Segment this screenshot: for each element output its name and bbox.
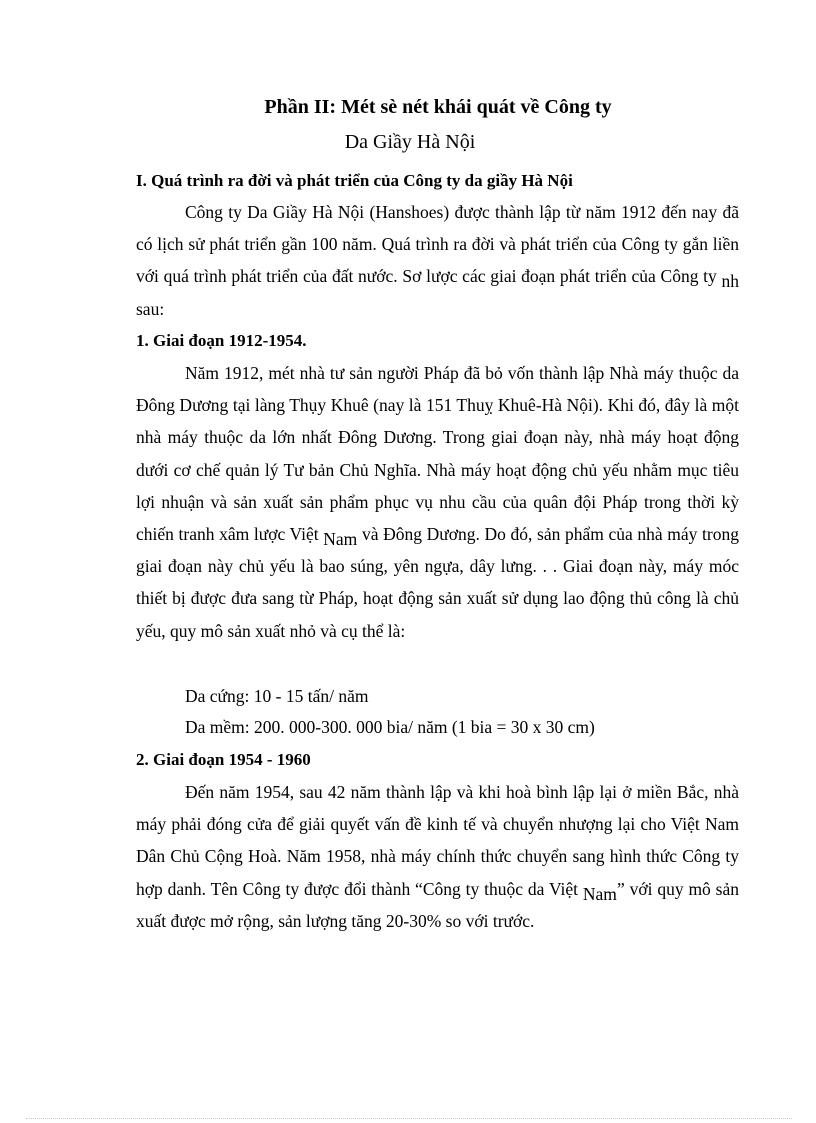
output-line: Da cứng: 10 - 15 tấn/ năm — [185, 686, 369, 706]
paragraph-text: Đến năm 1954, sau 42 năm thành lập và khi hoà bình lập lại ở miền Bắc, nhà máy phải đóng cửa để giải quyết vấn đề kinh tế và chuyển nhượng lại cho Việt Nam Dân Chủ Cộng Hoà. Năm 1958, nhà máy chính thức chuyển sang hình thức Công ty hợp danh. Tên Công ty được đổi thành “Công ty thuộc da Việt — [136, 782, 739, 899]
paragraph-text: và Đông Dương. Do đó, sản phẩm của nhà máy trong giai đoạn này chủ yếu là bao súng, yên ngựa, dây lưng. . . Giai đoạn này, máy móc thiết bị được đưa sang từ Pháp, hoạt động sản xuất sử dụng lao động thủ công là chủ yếu, quy mô sản xuất nhỏ và cụ thể là: — [136, 524, 740, 641]
page-title: Phần II: Mét sè nét khái quát về Công ty — [264, 96, 612, 118]
paragraph-subscript: nh — [721, 271, 739, 292]
stage-1-paragraph — [136, 357, 739, 647]
stage-heading: 2. Giai đoạn 1954 - 1960 — [136, 750, 311, 769]
paragraph-subscript: Nam — [323, 529, 358, 550]
intro-paragraph — [136, 196, 739, 325]
paragraph-text: ” với quy mô sản xuất được mở rộng, sản lượng tăng 20-30% so với trước. — [136, 878, 740, 931]
stage-2-paragraph — [136, 776, 739, 937]
paragraph-text: Năm 1912, mét nhà tư sản người Pháp đã bỏ vốn thành lập Nhà máy thuộc da Đông Dương tại làng Thụy Khuê (nay là 151 Thuỵ Khuê-Hà Nội). Khi đó, đây là một nhà máy thuộc da lớn nhất Đông Dương. Trong giai đoạn này, nhà máy hoạt động dưới cơ chế quản lý Tư bản Chủ Nghĩa. Nhà máy hoạt động chủ yếu nhằm mục tiêu lợi nhuận và sản xuất sản phẩm phục vụ nhu cầu của quân đội Pháp trong thời kỳ chiến tranh xâm lược Việt — [136, 363, 739, 545]
page-subtitle: Da Giầy Hà Nội — [344, 131, 476, 153]
page-bottom-border — [26, 1118, 792, 1119]
section-heading: I. Quá trình ra đời và phát triển của Công ty da giầy Hà Nội — [136, 171, 573, 190]
output-line: Da mềm: 200. 000-300. 000 bia/ năm (1 bia = 30 x 30 cm) — [185, 717, 595, 737]
paragraph-subscript: Nam — [582, 883, 617, 904]
paragraph-text: sau: — [136, 298, 165, 319]
paragraph-text: Công ty Da Giầy Hà Nội (Hanshoes) được thành lập từ năm 1912 đến nay đã có lịch sử phát triển gần 100 năm. Quá trình ra đời và phát triển của Công ty gắn liền với quá trình phát triển của đất nước. Sơ lược các giai đoạn phát triển của Công ty — [136, 202, 739, 287]
stage-heading: 1. Giai đoạn 1912-1954. — [136, 331, 307, 350]
